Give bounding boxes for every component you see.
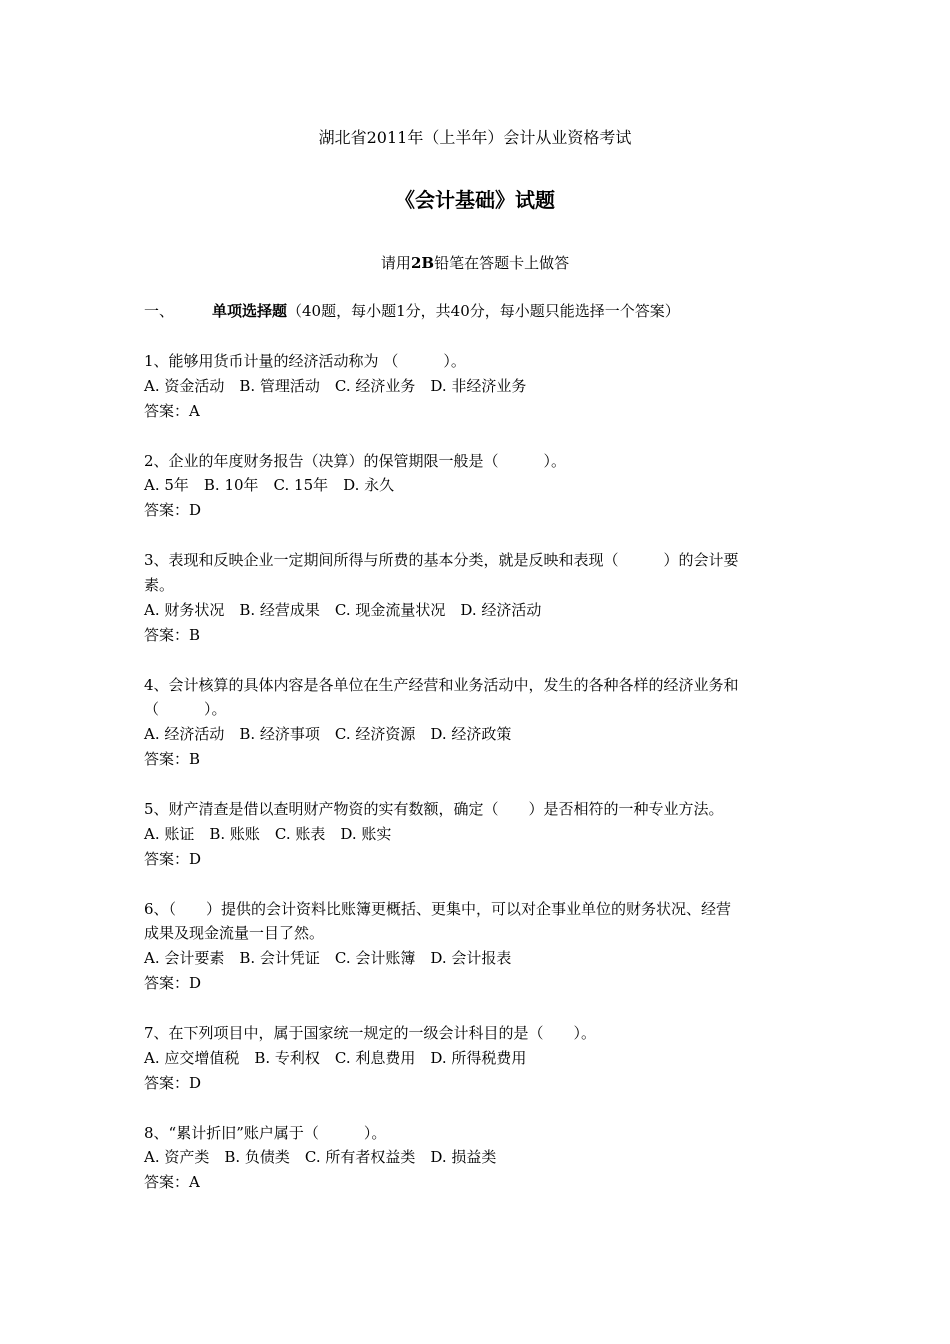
question-text: 2、企业的年度财务报告（决算）的保管期限一般是（ ）。 [144, 452, 567, 470]
question-answer: 答案：D [144, 974, 202, 992]
section-note: （40题，每小题1分，共40分，每小题只能选择一个答案） [287, 302, 680, 320]
question-answer: 答案：D [144, 501, 202, 519]
question-text: 8、“累计折旧”账户属于（ ）。 [144, 1124, 387, 1142]
question-text: 5、财产清查是借以查明财产物资的实有数额，确定（ ）是否相符的一种专业方法。 [144, 800, 724, 818]
question-answer: 答案：B [144, 750, 201, 768]
instruction [0, 253, 950, 273]
question-options: A. 资产类 B. 负债类 C. 所有者权益类 D. 损益类 [144, 1148, 497, 1166]
question-options: A. 5年 B. 10年 C. 15年 D. 永久 [144, 476, 395, 494]
question-text: 3、表现和反映企业一定期间所得与所费的基本分类，就是反映和表现（ ）的会计要 [144, 551, 739, 569]
instruction-post: 铅笔在答题卡上做答 [434, 254, 570, 272]
question-answer: 答案：A [144, 402, 200, 420]
question-answer: 答案：D [144, 850, 202, 868]
question-answer: 答案：B [144, 626, 201, 644]
section-heading [144, 301, 680, 321]
question-text: 4、会计核算的具体内容是各单位在生产经营和业务活动中，发生的各种各样的经济业务和 [144, 676, 739, 694]
question-options: A. 资金活动 B. 管理活动 C. 经济业务 D. 非经济业务 [144, 377, 527, 395]
question-options: A. 经济活动 B. 经济事项 C. 经济资源 D. 经济政策 [144, 725, 512, 743]
question-options: A. 会计要素 B. 会计凭证 C. 会计账簿 D. 会计报表 [144, 949, 512, 967]
question-text: 1、能够用货币计量的经济活动称为 （ ）。 [144, 352, 466, 370]
instruction-pre: 请用 [380, 254, 411, 272]
question-text: 成果及现金流量一目了然。 [144, 924, 325, 942]
section-number: 一、 [144, 302, 175, 320]
question-text: 6、（ ）提供的会计资料比账簿更概括、更集中，可以对企事业单位的财务状况、经营 [144, 900, 732, 918]
exam-subtitle: 《会计基础》试题 [395, 188, 555, 212]
question-text: 7、在下列项目中，属于国家统一规定的一级会计科目的是（ ）。 [144, 1024, 597, 1042]
section-name: 单项选择题 [212, 302, 288, 320]
question-answer: 答案：D [144, 1074, 202, 1092]
question-text: 素。 [144, 576, 175, 594]
question-options: A. 应交增值税 B. 专利权 C. 利息费用 D. 所得税费用 [144, 1049, 527, 1067]
question-answer: 答案：A [144, 1173, 200, 1191]
question-options: A. 财务状况 B. 经营成果 C. 现金流量状况 D. 经济活动 [144, 601, 542, 619]
question-text: （ ）。 [144, 700, 227, 718]
question-options: A. 账证 B. 账账 C. 账表 D. 账实 [144, 825, 392, 843]
instruction-bold: 2B [410, 254, 435, 272]
exam-title: 湖北省2011年（上半年）会计从业资格考试 [318, 128, 632, 147]
